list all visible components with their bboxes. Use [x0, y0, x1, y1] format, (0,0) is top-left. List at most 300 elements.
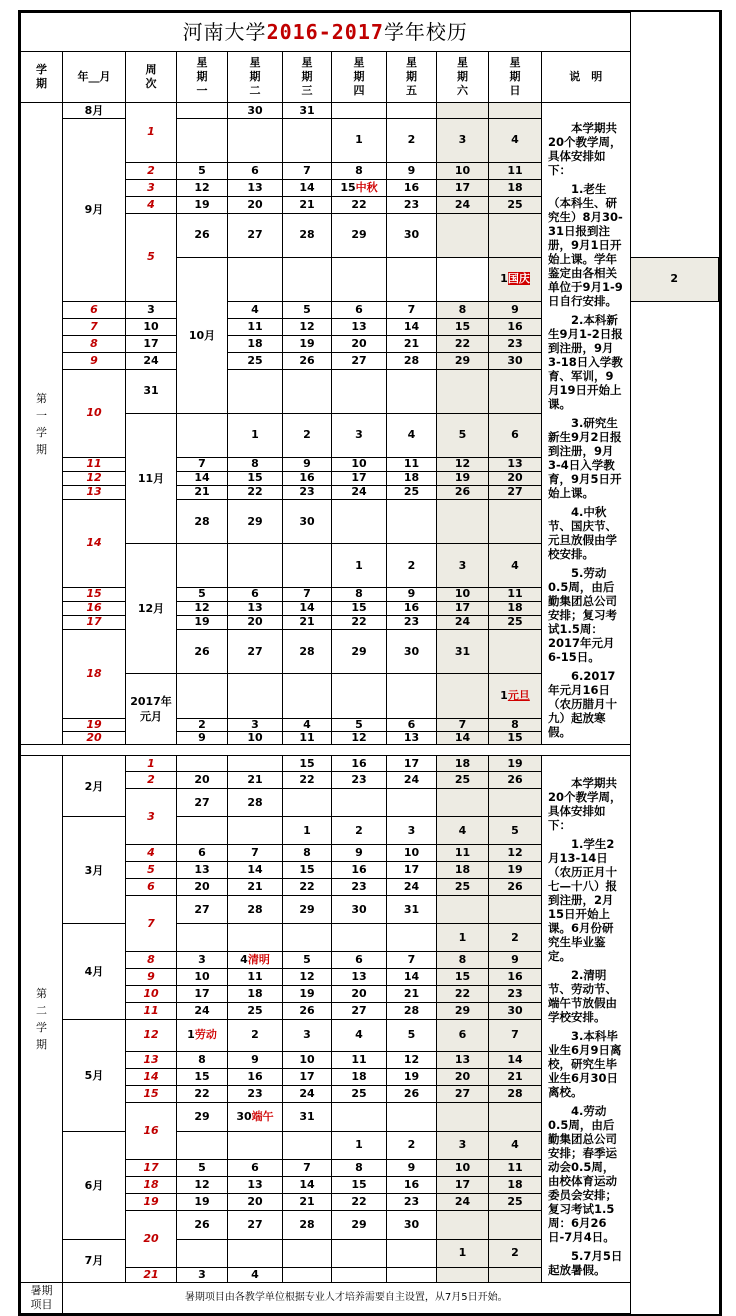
day-number: 29 — [351, 644, 367, 658]
day-cell — [489, 1051, 542, 1068]
summer-label: 暑期项目 — [21, 1283, 63, 1314]
day-number: 7 — [198, 457, 206, 471]
day-cell — [177, 1176, 228, 1193]
month-label: 4月 — [63, 924, 126, 1020]
day-number: 3 — [355, 428, 363, 442]
day-cell — [489, 879, 542, 896]
day-cell — [228, 544, 283, 588]
day-cell — [228, 615, 283, 629]
day-number: 19 — [299, 336, 315, 350]
day-number: 22 — [454, 987, 471, 1001]
day-cell — [489, 732, 542, 745]
day-number: 30 — [236, 1109, 252, 1123]
day-number: 16 — [507, 970, 523, 984]
day-number: 10 — [454, 1160, 471, 1174]
day-cell — [228, 1268, 283, 1283]
day-number: 7 — [303, 587, 311, 601]
day-cell — [283, 179, 332, 196]
day-number: 14 — [194, 471, 210, 485]
day-number: 30 — [507, 353, 523, 367]
day-cell — [437, 601, 489, 615]
day-cell — [437, 719, 489, 732]
day-number: 12 — [299, 970, 315, 984]
day-cell — [489, 615, 542, 629]
day-number: 21 — [403, 336, 420, 350]
day-number: 10 — [403, 846, 420, 860]
day-number: 7 — [407, 953, 416, 967]
day-number: 19 — [507, 756, 523, 770]
day-cell — [489, 952, 542, 969]
day-number: 30 — [247, 103, 263, 117]
day-number: 1 — [303, 823, 311, 837]
day-cell — [489, 457, 542, 471]
day-number: 1 — [187, 1028, 195, 1042]
day-number: 8 — [355, 587, 363, 601]
day-cell — [489, 162, 542, 179]
day-cell — [489, 335, 542, 352]
day-cell — [387, 845, 437, 862]
day-cell — [489, 369, 542, 414]
table-row — [21, 103, 719, 119]
day-cell — [387, 1068, 437, 1085]
week-number: 9 — [63, 352, 126, 369]
day-number: 15 — [351, 1177, 367, 1191]
week-number: 3 — [126, 789, 177, 845]
day-number: 24 — [194, 1004, 210, 1018]
day-number: 25 — [351, 1086, 367, 1100]
day-cell — [283, 789, 332, 817]
day-number: 27 — [351, 353, 367, 367]
day-cell — [387, 952, 437, 969]
day-cell — [387, 879, 437, 896]
day-cell — [387, 674, 437, 719]
day-number: 5 — [458, 428, 467, 442]
day-number: 26 — [299, 1004, 315, 1018]
day-cell — [228, 352, 283, 369]
semester-1 — [21, 103, 719, 745]
day-cell — [228, 1193, 283, 1210]
header-year-month: 年__月 — [63, 52, 126, 103]
day-cell — [489, 986, 542, 1003]
week-number: 19 — [63, 719, 126, 732]
day-cell — [387, 896, 437, 924]
day-number: 14 — [403, 970, 420, 984]
day-cell — [437, 862, 489, 879]
day-number: 2 — [511, 930, 519, 944]
day-number: 17 — [351, 471, 367, 485]
summer-row — [21, 1283, 719, 1314]
day-number: 24 — [454, 197, 471, 211]
day-cell — [437, 414, 489, 458]
day-number: 27 — [247, 228, 263, 242]
note-paragraph: 6.2017年元月16日（农历腊月十九）起放寒假。 — [548, 669, 617, 739]
day-cell — [283, 952, 332, 969]
day-number: 19 — [403, 1069, 420, 1083]
day-cell — [283, 1239, 332, 1267]
day-cell — [177, 1131, 228, 1159]
week-number: 15 — [126, 1085, 177, 1102]
day-number: 14 — [299, 601, 315, 615]
day-cell — [283, 732, 332, 745]
day-number: 29 — [454, 353, 471, 367]
day-number: 23 — [403, 1194, 420, 1208]
day-cell — [177, 629, 228, 674]
day-cell — [283, 924, 332, 952]
day-cell — [489, 1102, 542, 1131]
day-cell — [332, 1159, 387, 1176]
day-cell — [283, 162, 332, 179]
day-number: 21 — [299, 1194, 315, 1208]
day-number: 23 — [299, 485, 315, 499]
day-cell — [489, 845, 542, 862]
day-number: 27 — [247, 1217, 263, 1231]
day-number: 6 — [198, 846, 206, 860]
day-cell — [387, 485, 437, 499]
day-number: 31 — [454, 644, 471, 658]
month-label: 3月 — [63, 817, 126, 924]
day-cell — [228, 335, 283, 352]
day-cell — [437, 969, 489, 986]
notes-panel — [542, 756, 631, 1283]
day-cell — [437, 196, 489, 213]
day-cell — [437, 1159, 489, 1176]
week-number: 14 — [126, 1068, 177, 1085]
day-cell — [332, 986, 387, 1003]
day-cell — [332, 952, 387, 969]
week-number: 12 — [126, 1020, 177, 1051]
day-cell — [332, 732, 387, 745]
day-cell — [283, 601, 332, 615]
day-number: 10 — [247, 731, 263, 744]
day-number: 20 — [247, 197, 263, 211]
day-cell — [228, 318, 283, 335]
day-cell — [437, 471, 489, 485]
day-cell — [332, 756, 387, 772]
day-number: 25 — [454, 880, 471, 894]
day-cell — [228, 258, 283, 302]
semester-divider — [21, 745, 719, 756]
day-number: 6 — [458, 1028, 467, 1042]
day-number: 13 — [454, 1052, 471, 1066]
week-number: 15 — [63, 587, 126, 601]
day-number: 11 — [403, 457, 420, 471]
day-cell — [489, 258, 542, 302]
day-number: 6 — [407, 718, 416, 731]
note-paragraph: 4.中秋节、国庆节、元旦放假由学校安排。 — [548, 505, 617, 561]
day-cell — [332, 629, 387, 674]
day-cell — [177, 499, 228, 544]
day-number: 21 — [194, 485, 210, 499]
day-number: 16 — [403, 1177, 420, 1191]
day-cell — [489, 119, 542, 163]
day-cell — [489, 674, 542, 719]
month-label: 5月 — [63, 1020, 126, 1131]
day-number: 2 — [670, 272, 679, 286]
day-cell — [630, 258, 719, 302]
day-number: 10 — [194, 970, 210, 984]
day-number: 19 — [299, 987, 315, 1001]
week-number: 16 — [63, 601, 126, 615]
day-cell — [489, 817, 542, 845]
day-number: 16 — [403, 180, 420, 194]
week-number: 14 — [63, 499, 126, 587]
day-number: 11 — [454, 846, 471, 860]
week-number: 16 — [126, 1102, 177, 1159]
day-cell — [283, 352, 332, 369]
day-cell — [437, 1131, 489, 1159]
day-number: 7 — [303, 1160, 311, 1174]
day-number: 22 — [299, 773, 315, 786]
day-cell — [437, 1020, 489, 1051]
week-number: 5 — [126, 213, 177, 301]
day-number: 17 — [143, 336, 159, 350]
day-cell — [387, 1159, 437, 1176]
day-number: 4 — [511, 558, 519, 572]
day-cell — [283, 756, 332, 772]
day-cell — [332, 1020, 387, 1051]
day-cell — [332, 719, 387, 732]
day-number: 15 — [454, 319, 471, 333]
day-cell — [283, 1085, 332, 1102]
day-number: 24 — [143, 353, 159, 367]
day-cell — [489, 1239, 542, 1267]
day-cell — [437, 817, 489, 845]
day-cell — [177, 969, 228, 986]
day-number: 17 — [454, 180, 471, 194]
day-number: 10 — [143, 319, 159, 333]
day-number: 30 — [403, 644, 420, 658]
day-cell — [332, 301, 387, 318]
day-number: 27 — [454, 1086, 471, 1100]
day-number: 18 — [507, 1177, 523, 1191]
day-cell — [489, 756, 542, 772]
day-number: 31 — [143, 384, 159, 398]
day-cell — [437, 485, 489, 499]
day-cell — [228, 817, 283, 845]
day-cell — [332, 258, 387, 302]
day-number: 14 — [299, 180, 315, 194]
day-number: 26 — [194, 228, 210, 242]
day-number: 5 — [303, 953, 311, 967]
day-number: 14 — [299, 1177, 315, 1191]
day-number: 11 — [247, 970, 263, 984]
day-cell — [283, 485, 332, 499]
day-cell — [332, 896, 387, 924]
day-cell — [387, 1051, 437, 1068]
day-number: 28 — [247, 795, 263, 809]
day-number: 28 — [194, 514, 210, 528]
day-cell — [228, 1068, 283, 1085]
day-number: 18 — [247, 336, 263, 350]
day-cell — [332, 615, 387, 629]
day-cell — [387, 1193, 437, 1210]
day-cell — [489, 301, 542, 318]
day-number: 14 — [507, 1052, 523, 1066]
day-cell — [228, 1102, 283, 1131]
day-cell — [177, 924, 228, 952]
day-cell — [177, 1268, 228, 1283]
day-number: 13 — [247, 601, 263, 615]
holiday-label: 中秋 — [355, 180, 378, 194]
day-cell — [437, 335, 489, 352]
day-number: 6 — [355, 302, 363, 316]
day-cell — [489, 719, 542, 732]
day-cell — [177, 817, 228, 845]
note-paragraph: 5.7月5日起放暑假。 — [548, 1249, 623, 1277]
day-cell — [387, 1131, 437, 1159]
day-cell — [332, 789, 387, 817]
day-number: 20 — [351, 336, 367, 350]
day-cell — [437, 1051, 489, 1068]
holiday-label: 端午 — [251, 1109, 274, 1123]
day-number: 28 — [299, 1217, 315, 1231]
day-cell — [228, 1051, 283, 1068]
day-number: 9 — [251, 1052, 259, 1066]
day-cell — [332, 471, 387, 485]
day-cell — [387, 1085, 437, 1102]
day-number: 15 — [507, 731, 523, 744]
day-number: 25 — [247, 353, 263, 367]
day-number: 15 — [299, 863, 315, 877]
day-cell — [489, 1085, 542, 1102]
month-label: 2017年元月 — [126, 674, 177, 745]
day-cell — [437, 1210, 489, 1239]
day-cell — [283, 719, 332, 732]
day-cell — [387, 1239, 437, 1267]
day-cell — [283, 258, 332, 302]
header-sat: 星期六 — [437, 52, 489, 103]
semester-label: 第二学期 — [21, 756, 63, 1283]
day-cell — [283, 103, 332, 119]
day-cell — [387, 601, 437, 615]
day-cell — [437, 457, 489, 471]
day-number: 4 — [511, 133, 519, 147]
day-number: 4 — [458, 823, 467, 837]
day-cell — [489, 1159, 542, 1176]
day-cell — [437, 879, 489, 896]
day-cell — [332, 817, 387, 845]
day-number: 18 — [507, 180, 523, 194]
day-number: 17 — [194, 987, 210, 1001]
header-wed: 星期三 — [283, 52, 332, 103]
day-number: 21 — [247, 773, 263, 786]
day-cell — [489, 601, 542, 615]
day-number: 15 — [351, 601, 367, 615]
day-cell — [228, 119, 283, 163]
day-cell — [332, 352, 387, 369]
day-cell — [283, 301, 332, 318]
day-cell — [228, 772, 283, 789]
week-number: 4 — [126, 196, 177, 213]
day-number: 7 — [511, 1028, 519, 1042]
day-number: 23 — [507, 987, 523, 1001]
week-number: 9 — [126, 969, 177, 986]
day-cell — [437, 119, 489, 163]
week-number: 12 — [63, 471, 126, 485]
day-number: 2 — [407, 133, 416, 147]
semester-label: 第一学期 — [21, 103, 63, 745]
day-number: 4 — [251, 302, 259, 316]
note-paragraph: 2.本科新生9月1-2日报到注册，9月3-18日入学教育、军训，9月19日开始上课。 — [548, 313, 623, 411]
day-cell — [177, 845, 228, 862]
day-number: 25 — [403, 485, 420, 499]
day-cell — [437, 986, 489, 1003]
day-cell — [332, 119, 387, 163]
day-cell — [177, 1051, 228, 1068]
day-cell — [177, 674, 228, 719]
day-cell — [228, 732, 283, 745]
day-cell — [177, 587, 228, 601]
day-cell — [228, 879, 283, 896]
day-cell — [126, 369, 177, 414]
day-number: 28 — [403, 353, 420, 367]
day-cell — [437, 179, 489, 196]
day-cell — [228, 196, 283, 213]
day-number: 3 — [147, 302, 155, 316]
day-cell — [387, 318, 437, 335]
day-cell — [437, 615, 489, 629]
day-cell — [228, 862, 283, 879]
day-cell — [437, 674, 489, 719]
day-number: 12 — [403, 1052, 420, 1066]
day-number: 6 — [251, 163, 259, 177]
day-number: 22 — [454, 336, 471, 350]
day-number: 12 — [454, 457, 471, 471]
day-cell — [177, 756, 228, 772]
day-cell — [177, 544, 228, 588]
day-number: 23 — [403, 615, 420, 629]
day-cell — [177, 1068, 228, 1085]
day-cell — [177, 1003, 228, 1020]
day-number: 16 — [507, 319, 523, 333]
week-number: 7 — [126, 896, 177, 952]
day-cell — [228, 719, 283, 732]
day-number: 27 — [194, 902, 210, 916]
day-number: 5 — [407, 1028, 416, 1042]
day-number: 9 — [198, 731, 206, 744]
day-cell — [489, 587, 542, 601]
note-paragraph: 1.老生（本科生、研究生）8月30-31日报到注册，9月1日开始上课。学年鉴定由各相关单位于9月1-9日自行安排。 — [548, 182, 623, 308]
day-number: 13 — [247, 1177, 263, 1191]
day-cell — [177, 879, 228, 896]
day-cell — [332, 1102, 387, 1131]
day-number: 10 — [454, 587, 471, 601]
day-cell — [177, 1239, 228, 1267]
day-cell — [283, 414, 332, 458]
day-cell — [283, 213, 332, 258]
day-cell — [283, 587, 332, 601]
day-cell — [332, 335, 387, 352]
day-number: 21 — [507, 1069, 523, 1083]
day-number: 20 — [247, 615, 263, 629]
day-cell — [332, 969, 387, 986]
day-number: 11 — [507, 163, 523, 177]
day-cell — [283, 674, 332, 719]
day-number: 24 — [403, 880, 420, 894]
day-cell — [283, 1102, 332, 1131]
day-number: 15 — [194, 1069, 210, 1083]
header-sun: 星期日 — [489, 52, 542, 103]
day-number: 21 — [299, 615, 315, 629]
day-cell — [126, 318, 177, 335]
day-cell — [177, 414, 228, 458]
day-number: 5 — [511, 823, 519, 837]
day-number: 10 — [351, 457, 367, 471]
day-number: 9 — [407, 1160, 416, 1174]
day-cell — [177, 179, 228, 196]
day-cell — [332, 845, 387, 862]
day-number: 3 — [458, 1138, 467, 1152]
